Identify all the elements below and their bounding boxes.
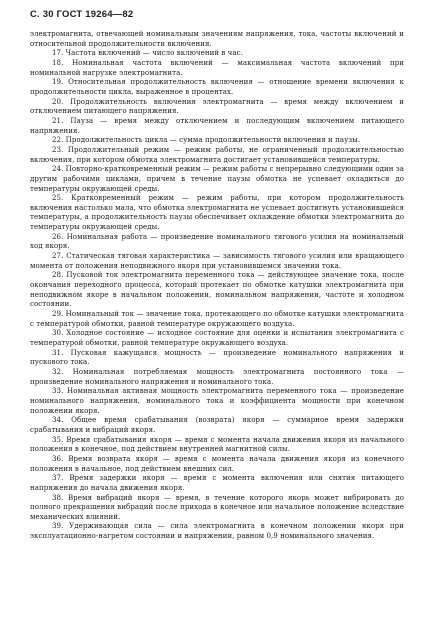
term-18: 18. Номинальная частота включений — максимальная частота включений при номинальной нагрузке электромагнита. — [30, 57, 404, 77]
term-23: 23. Продолжительный режим — режим работы, не ограниченный продолжительностью включения, при котором обмотка электромагнита достигает установившейся температуры. — [30, 144, 404, 164]
page-header: С. 30 ГОСТ 19264—82 — [30, 9, 134, 20]
term-17: 17. Частота включений — число включений в час. — [52, 48, 243, 58]
term-19: 19. Относительная продолжительность включения — отношение времени включения к продолжительности цикла, выраженное в процентах. — [30, 77, 404, 96]
term-26: 26. Номинальная работа — произведение номинального тягового усилия на номинальный ход якоря. — [30, 231, 404, 251]
term-21: 21. Пауза — время между отключением и последующим включением питающего напряжения. — [30, 115, 404, 135]
term-24: 24. Повторно-кратковременный режим — режим работы с непрерывно следующими один за другим рабочими циклами, причем в течение паузы обмотка не успевает охладиться до температуры окружающей среды. — [30, 164, 404, 193]
term-25: 25. Кратковременный режим — режим работы, при котором продолжительность включения настолько мала, что обмотка электромагнита не успевает достигнуть установившейся температуры, а продолжительность паузы обеспечивает охлаждение обмотки электромагнита до температуры окружающей среды. — [30, 193, 404, 232]
term-28: 28. Пусковой ток электромагнита переменного тока — действующее значение тока, после окончания переходного процесса, который протекает по обмотке катушки электромагнита при неподвижном якоре в начальном положении, номинальном напряжении, частоте и холодном состоянии. — [30, 270, 404, 309]
term-37: 37. Время задержки якоря — время с момента включения или снятия питающего напряжения до начала движения якоря. — [30, 473, 404, 492]
term-35: 35. Время срабатывания якоря — время с момента начала движения якоря из начального положения в конечное, под действием внутренней магнитной силы. — [30, 434, 404, 454]
document-body — [30, 29, 404, 541]
term-39: 39. Удерживающая сила — сила электромагнита в конечном положении якоря при эксплуатационно-нагретом состоянии и напряжении, равном 0,9 номинального значения. — [30, 521, 404, 541]
term-20: 20. Продолжительность включения электромагнита — время между включением и отключением питающего напряжения. — [30, 96, 404, 116]
term-38: 38. Время вибраций якоря — время, в течение которого якорь может вибрировать до полного прекращения вибраций после прихода в конечное или начальное положение вследствие механических влияний. — [30, 492, 404, 521]
document-page — [30, 9, 404, 541]
term-22: 22. Продолжительность цикла — сумма продолжительности включения и паузы. — [52, 135, 361, 145]
term-30: 30. Холодное состояние — исходное состояние для оценки и испытания электромагнита с температурой обмотки, равной температуре окружающего воздуха. — [30, 328, 404, 347]
term-27: 27. Статическая тяговая характеристика — зависимость тягового усилия или вращающего момента от положения неподвижного якоря при установившемся значении тока. — [30, 251, 404, 270]
term-29: 29. Номинальный ток — значение тока, протекающего по обмотке катушки электромагнита с температурой обмотки, равной температуре окружающего воздуха. — [30, 309, 404, 328]
term-32: 32. Номинальная потребляемая мощность электромагнита постоянного тока — произведение номинального напряжения и номинального тока. — [30, 366, 404, 386]
paragraph-continuation: электромагнита, отвечающей номинальным значениям напряжения, тока, частоты включений и относительной продолжительности включения. — [30, 29, 404, 48]
term-31: 31. Пусковая кажущаяся мощность — произведение номинального напряжения и пускового тока. — [30, 347, 404, 367]
term-34: 34. Общее время срабатывания (возврата) якоря — суммарное время задержки срабатывания и вибраций якоря. — [30, 415, 404, 434]
term-36: 36. Время возврата якоря — время с момента начала движения якоря из конечного положения в начальное, под действием внешних сил. — [30, 453, 404, 473]
term-33: 33. Номинальная активная мощность электромагнита переменного тока — произведение номинального напряжения, номинального тока и коэффициента мощности при конечном положении якоря. — [30, 386, 404, 415]
